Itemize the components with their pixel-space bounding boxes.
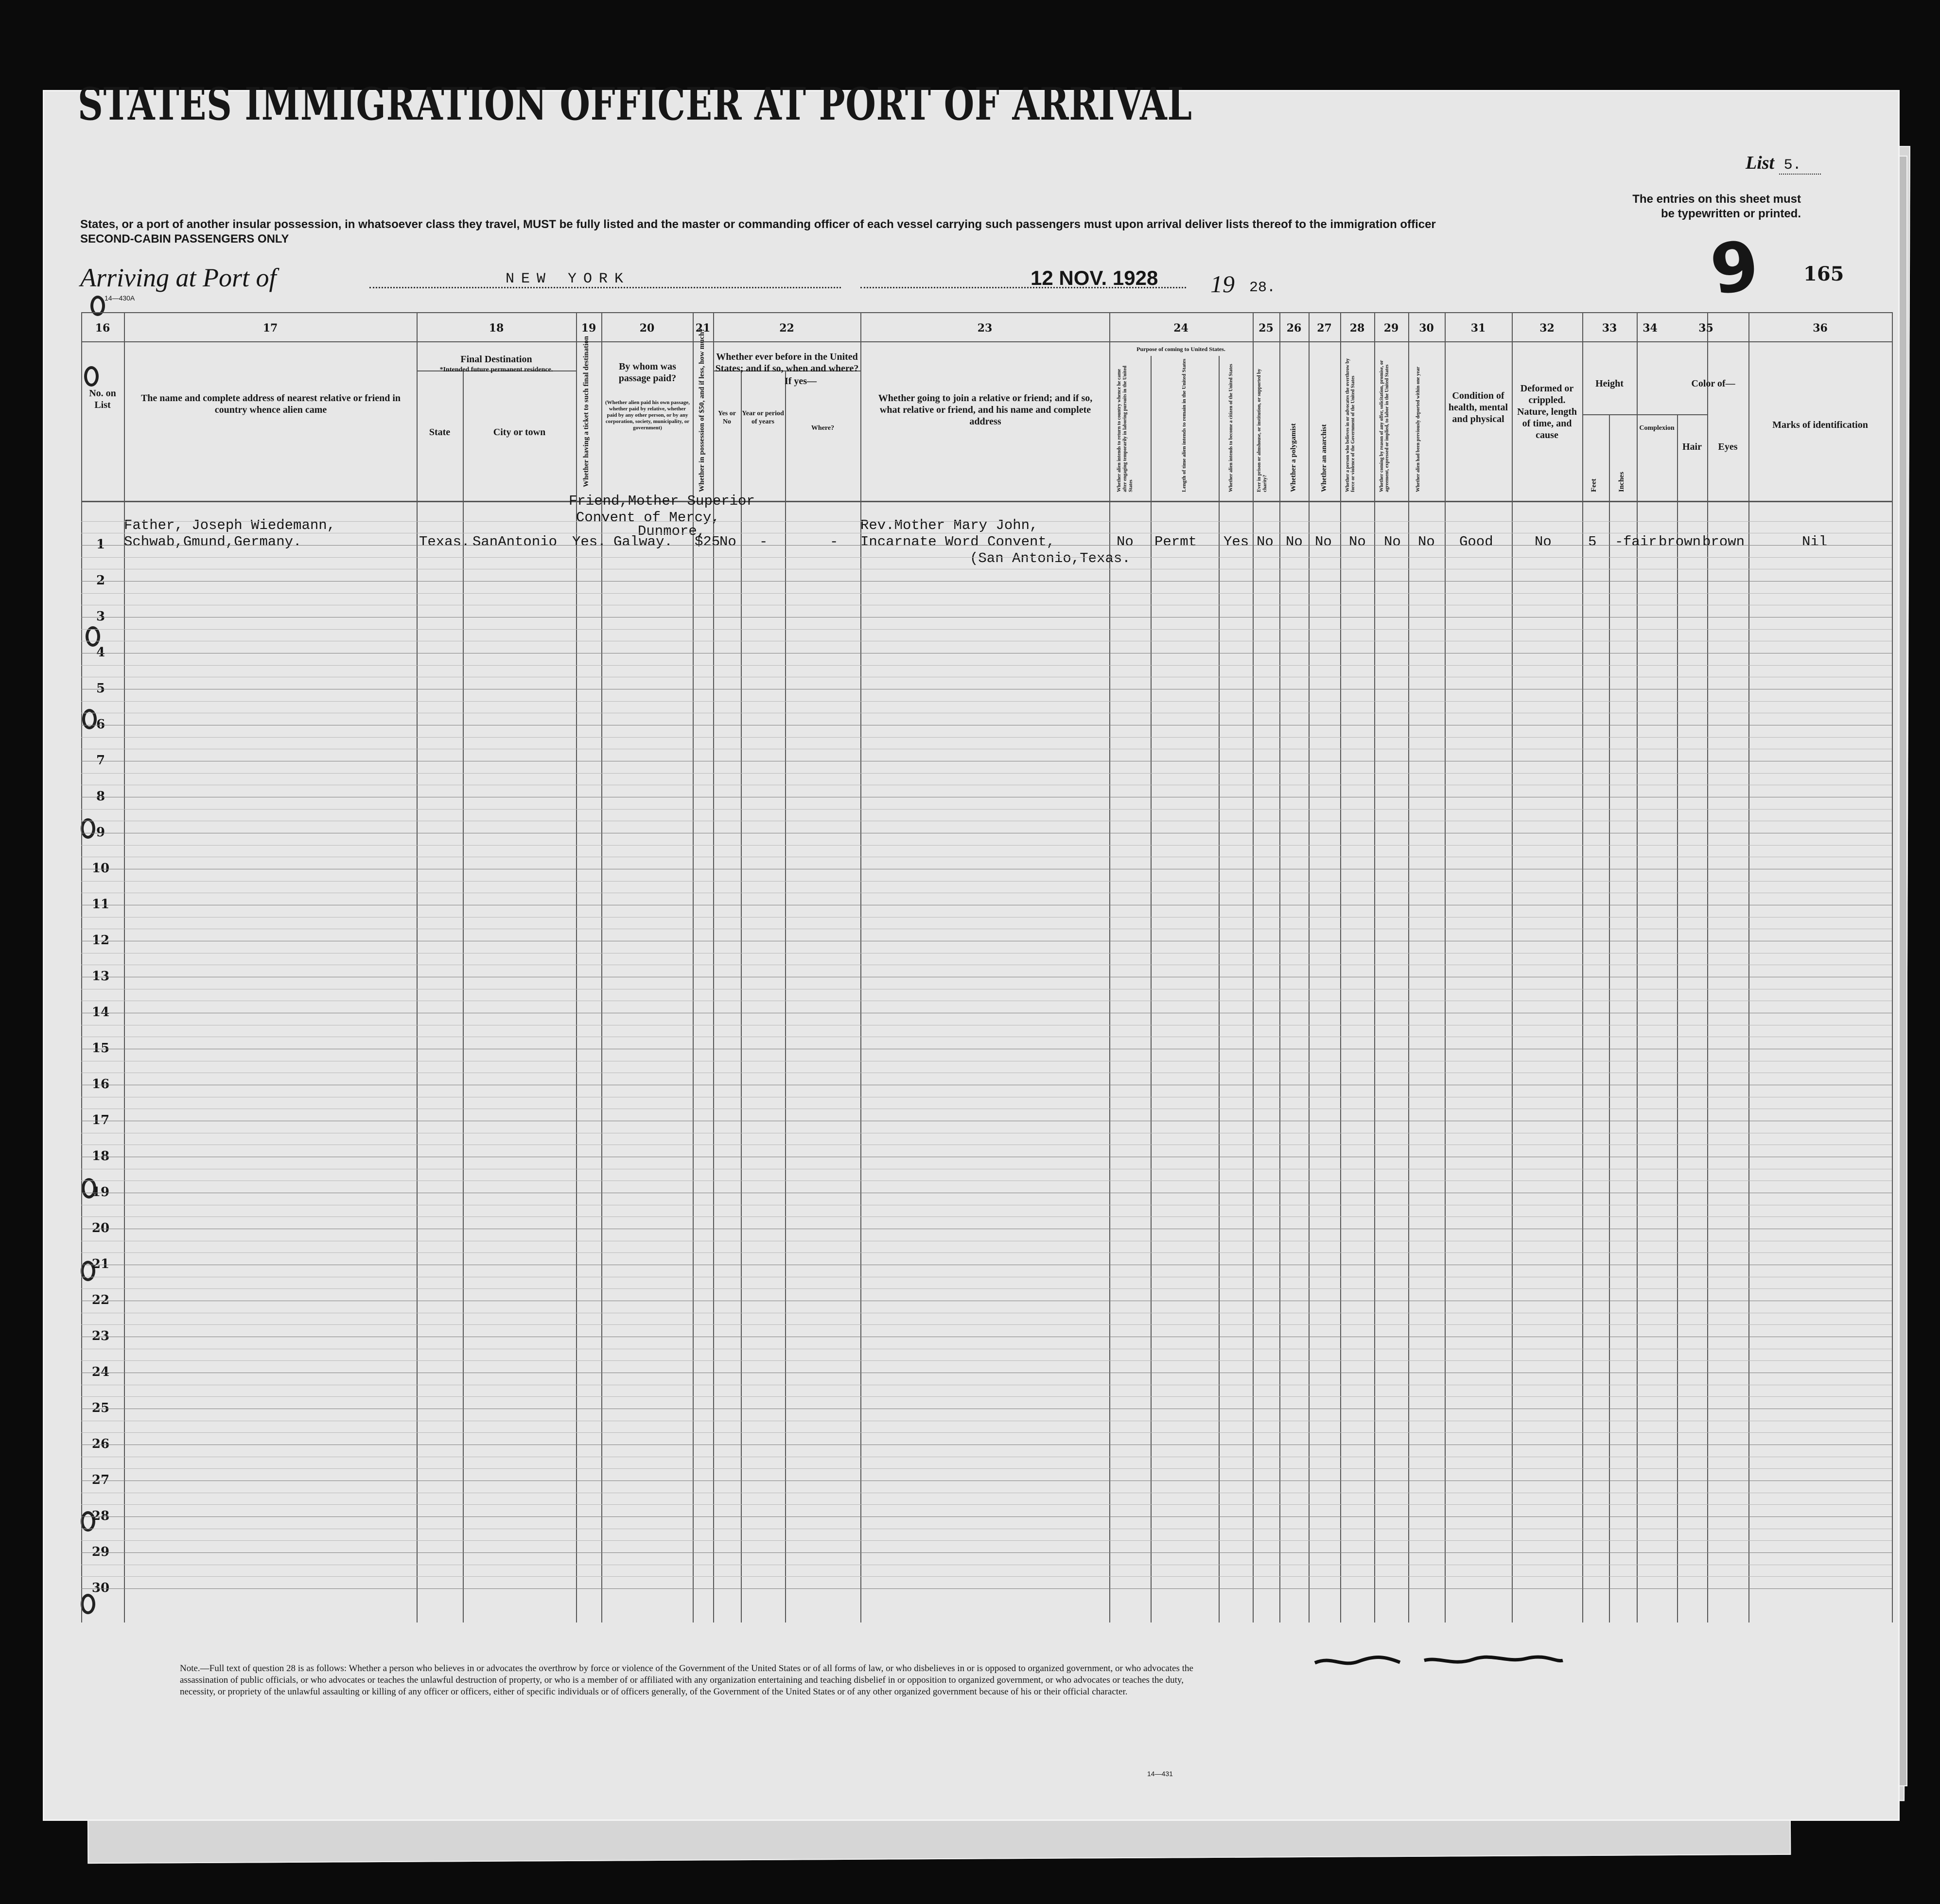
- polygamist-value: No: [1286, 534, 1303, 550]
- dest-city: SanAntonio: [472, 534, 558, 550]
- header-inches: Inches: [1618, 472, 1625, 492]
- page-title: STATES IMMIGRATION OFFICER AT PORT OF ARRIVAL: [78, 78, 1192, 130]
- dest-state: Texas.: [419, 534, 470, 550]
- header-final-destination: Final Destination: [460, 354, 532, 365]
- list-number: List 5.: [1746, 152, 1821, 174]
- before-in-us-value: No: [719, 534, 736, 550]
- header-q29: Whether coming by reason of any offer, solicitation, promise, or agreement, expressed or implied, to labor in the United States: [1379, 360, 1390, 492]
- row-number: 12: [91, 933, 110, 948]
- row-number: 11: [91, 897, 110, 912]
- column-rule: [1748, 312, 1749, 1622]
- column-rule: [1707, 312, 1708, 1622]
- inches-value: -: [1615, 534, 1624, 550]
- header-purpose: Purpose of coming to United States.: [1136, 346, 1225, 353]
- health-value: Good: [1459, 534, 1493, 550]
- column-number: 17: [262, 322, 278, 335]
- years-value: -: [759, 534, 768, 550]
- row-number: 8: [96, 789, 105, 804]
- row-number: 20: [91, 1221, 110, 1235]
- header-hair: Hair: [1682, 441, 1702, 452]
- row-rule: [81, 629, 1892, 630]
- row-number: 14: [91, 1005, 110, 1020]
- joining-line-1: Rev.Mother Mary John,: [860, 517, 1038, 533]
- relative-line-1: Father, Joseph Wiedemann,: [124, 517, 336, 533]
- column-rule: [1109, 312, 1110, 1622]
- column-rule: [417, 312, 418, 1622]
- header-where: Where?: [811, 424, 835, 432]
- q30-value: No: [1418, 534, 1435, 550]
- row-rule: [81, 1216, 1892, 1217]
- column-rule: [1892, 312, 1893, 1622]
- row-rule: [81, 1540, 1892, 1541]
- row-number: 28: [91, 1509, 110, 1523]
- relative-line-2: Schwab,Gmund,Germany.: [124, 534, 302, 550]
- column-number: 23: [977, 322, 993, 335]
- paid-by-line-1: Friend,Mother Superior: [569, 493, 755, 509]
- row-number: 29: [91, 1545, 110, 1559]
- column-number: 24: [1173, 322, 1188, 335]
- instructions: States, or a port of another insular possession, in whatsoever class they travel, MUST be fully listed and the master or commanding officer of each vessel carrying such passengers must upon arrival deliver lists thereof to the immigration officer SECOND-CABIN PASSENGERS ONLY: [80, 218, 1436, 246]
- column-number: 34: [1643, 322, 1658, 335]
- column-number: 22: [779, 322, 794, 335]
- header-prison: Ever in prison or almshouse, or institution, or supported by charity?: [1257, 369, 1268, 492]
- row-rule: [81, 581, 1892, 582]
- row-number: 27: [91, 1473, 110, 1487]
- column-number: 19: [581, 322, 596, 335]
- row-rule: [81, 1504, 1892, 1505]
- row-number: 23: [91, 1329, 110, 1343]
- header-polygamist: Whether a polygamist: [1290, 423, 1297, 492]
- column-number: 32: [1539, 322, 1555, 335]
- row-rule: [81, 1360, 1892, 1361]
- column-rule: [1408, 312, 1409, 1622]
- header-q28: Whether a person who believes in or advocates the overthrow by force or violence of the Government of the United States: [1345, 358, 1356, 492]
- row-rule: [81, 1576, 1892, 1577]
- column-rule: [741, 370, 742, 1622]
- row-rule: [81, 1288, 1892, 1289]
- q28-value: No: [1349, 534, 1366, 550]
- header-anarchist: Whether an anarchist: [1320, 424, 1328, 492]
- header-citizen: Whether alien intends to become a citizen of the United States: [1228, 364, 1234, 492]
- hair-value: brown: [1659, 534, 1701, 550]
- row-number: 13: [91, 969, 110, 984]
- q29-value: No: [1384, 534, 1401, 550]
- column-number: 35: [1698, 322, 1713, 335]
- joining-line-2: Incarnate Word Convent,: [860, 534, 1055, 550]
- row-rule: [81, 665, 1892, 666]
- footnote: Note.—Full text of question 28 is as follows: Whether a person who believes in or advocates the overthrow by force or violence of the Government of the United States or of all forms of law, or who disbelieves in or is opposed to organized government, or who advocates the assassination of public officials, or who advocates or teaches the unlawful destruction of property, or who is a member of or affiliated with any organization entertaining and teaching disbelief in or opposition to organized government, or who advocates or teaches the duty, necessity, or propriety of the unlawful assaulting or killing of any officer or officers, either of specific individuals or of officers generally, of the Government of the United States or of any other organized government because of his or their official character.: [180, 1663, 1193, 1697]
- row-number: 10: [91, 861, 110, 876]
- header-return-intent: Whether alien intends to return to country whence he came after engaging temporarily in laboring pursuits in the United States: [1117, 366, 1134, 492]
- joining-line-3: (San Antonio,Texas.: [970, 550, 1131, 566]
- header-money: Whether in possession of $50, and if less, how much?: [698, 328, 706, 492]
- column-rule: [1374, 312, 1375, 1622]
- row-number: 9: [96, 825, 105, 840]
- citizen-value: Yes: [1223, 534, 1249, 550]
- row-rule: [81, 1552, 1892, 1553]
- column-number: 28: [1349, 322, 1365, 335]
- row-rule: [81, 773, 1892, 774]
- length-of-stay-value: Permt: [1154, 534, 1197, 550]
- header-height: Height: [1595, 378, 1624, 389]
- row-rule: [81, 1468, 1892, 1469]
- column-number: 25: [1258, 322, 1274, 335]
- column-number: 18: [489, 322, 504, 335]
- header-no-on-list: No. on List: [89, 388, 116, 410]
- table-rule: [81, 341, 1892, 342]
- page-number: 165: [1803, 263, 1844, 285]
- header-color-of: Color of—: [1691, 378, 1735, 389]
- column-rule: [1309, 312, 1310, 1622]
- row-rule: [81, 593, 1892, 594]
- column-number: 30: [1419, 322, 1434, 335]
- row-number: 18: [91, 1149, 110, 1164]
- row-rule: [81, 521, 1892, 522]
- header-final-destination-note: *Intended future permanent residence.: [439, 366, 553, 373]
- header-health: Condition of health, mental and physical: [1448, 390, 1508, 424]
- row-number: 25: [91, 1401, 110, 1415]
- row-number: 2: [96, 573, 105, 588]
- row-rule: [81, 845, 1892, 846]
- row-number: 17: [91, 1113, 110, 1128]
- column-number: 31: [1470, 322, 1486, 335]
- row-number: 1: [96, 537, 105, 552]
- date-stamp: 12 NOV. 1928: [1031, 266, 1158, 289]
- header-yes-no: Yes or No: [718, 410, 736, 425]
- row-number: 7: [96, 753, 105, 768]
- return-intent-value: No: [1117, 534, 1134, 550]
- header-joining: Whether going to join a relative or friend; and if so, what relative or friend, and his name and complete address: [878, 393, 1093, 427]
- port-value: NEW YORK: [506, 271, 630, 287]
- manifest-table: [81, 312, 1892, 1622]
- year-prefix: 19: [1210, 270, 1235, 298]
- header-passage-paid: By whom was passage paid?: [618, 361, 677, 384]
- column-rule: [1512, 312, 1513, 1622]
- column-rule: [1253, 312, 1254, 1622]
- footer-form-code: 14—431: [1147, 1770, 1173, 1778]
- row-rule: [81, 1252, 1892, 1253]
- marks-value: Nil: [1802, 534, 1828, 550]
- row-rule: [81, 1432, 1892, 1433]
- row-number: 6: [96, 717, 105, 732]
- feet-value: 5: [1588, 534, 1597, 550]
- row-number: 24: [91, 1365, 110, 1379]
- column-number: 33: [1602, 322, 1617, 335]
- eyes-value: brown: [1702, 534, 1745, 550]
- header-year: Year or period of years: [742, 410, 784, 425]
- column-rule: [1279, 312, 1280, 1622]
- row-rule: [81, 557, 1892, 558]
- table-rule: [81, 312, 1892, 313]
- row-number: 16: [91, 1077, 110, 1092]
- table-rule: [1637, 414, 1707, 415]
- row-rule: [81, 545, 1892, 546]
- paid-by-line-2: Convent of Mercy,: [576, 510, 720, 526]
- where-value: -: [830, 534, 839, 550]
- column-rule: [1609, 414, 1610, 1622]
- row-number: 3: [96, 609, 105, 624]
- column-number: 20: [639, 322, 655, 335]
- row-rule: [81, 809, 1892, 810]
- header-city: City or town: [493, 427, 546, 438]
- column-number: 36: [1813, 322, 1828, 335]
- column-number: 26: [1286, 322, 1302, 335]
- column-number: 16: [95, 322, 110, 335]
- column-rule: [1340, 312, 1341, 1622]
- column-rule: [1445, 312, 1446, 1622]
- header-before-in-us: Whether ever before in the United States; and if so, when and where?: [715, 352, 859, 374]
- header-relative: The name and complete address of nearest relative or friend in country whence alien came: [140, 393, 401, 415]
- header-ticket: Whether having a ticket to such final destination: [582, 336, 590, 487]
- paid-by-line-3: Dunmore,: [638, 523, 706, 539]
- row-number: 4: [96, 645, 105, 660]
- header-passage-paid-note: (Whether alien paid his own passage, whether paid by relative, whether paid by any other person, or by any corporation, society, municipality, or government): [605, 400, 690, 431]
- form-code: 14—430A: [105, 294, 135, 302]
- row-rule: [81, 1588, 1892, 1589]
- prison-value: No: [1257, 534, 1274, 550]
- complexion-value: fair: [1623, 534, 1657, 550]
- header-eyes: Eyes: [1718, 441, 1738, 452]
- header-length-of-stay: Length of time alien intends to remain in the United States: [1181, 358, 1187, 492]
- header-if-yes: If yes—: [784, 376, 817, 387]
- table-rule: [1582, 414, 1637, 415]
- header-q30: Whether alien had been previously deported within one year: [1416, 367, 1421, 492]
- row-number: 26: [91, 1437, 110, 1451]
- column-number: 27: [1317, 322, 1332, 335]
- column-rule: [1582, 312, 1583, 1622]
- column-rule: [785, 370, 786, 1622]
- handwritten-number: 9: [1706, 226, 1764, 311]
- table-rule: [81, 501, 1892, 502]
- deformed-value: No: [1535, 534, 1552, 550]
- column-rule: [124, 312, 125, 1622]
- typewritten-note: The entries on this sheet must be typewritten or printed.: [1632, 193, 1801, 220]
- anarchist-value: No: [1315, 534, 1332, 550]
- row-number: 15: [91, 1041, 110, 1056]
- row-rule: [81, 1516, 1892, 1517]
- row-rule: [81, 1396, 1892, 1397]
- arriving-label: Arriving at Port of: [80, 263, 277, 292]
- column-rule: [1677, 414, 1678, 1622]
- signature-scribble: [1312, 1651, 1565, 1670]
- header-complexion: Complexion: [1639, 424, 1675, 432]
- year-suffix: 28.: [1249, 280, 1276, 296]
- column-rule: [81, 312, 82, 1622]
- row-number: 30: [91, 1581, 110, 1595]
- header-marks: Marks of identification: [1772, 420, 1868, 430]
- row-rule: [81, 737, 1892, 738]
- column-number: 21: [695, 322, 711, 335]
- column-rule: [463, 370, 464, 1622]
- paid-by-line-4: Galway.: [613, 534, 673, 550]
- column-rule: [1637, 312, 1638, 1622]
- row-rule: [81, 1324, 1892, 1325]
- row-number: 21: [91, 1257, 110, 1271]
- money-value: $25: [695, 534, 720, 550]
- column-rule: [860, 312, 861, 1622]
- header-state: State: [429, 427, 451, 438]
- ticket-value: Yes.: [572, 534, 606, 550]
- header-deformed: Deformed or crippled. Nature, length of time, and cause: [1517, 383, 1577, 441]
- row-number: 19: [91, 1185, 110, 1199]
- column-number: 29: [1383, 322, 1399, 335]
- row-rule: [81, 701, 1892, 702]
- header-feet: Feet: [1590, 478, 1598, 492]
- row-number: 22: [91, 1293, 110, 1307]
- row-number: 5: [96, 681, 105, 696]
